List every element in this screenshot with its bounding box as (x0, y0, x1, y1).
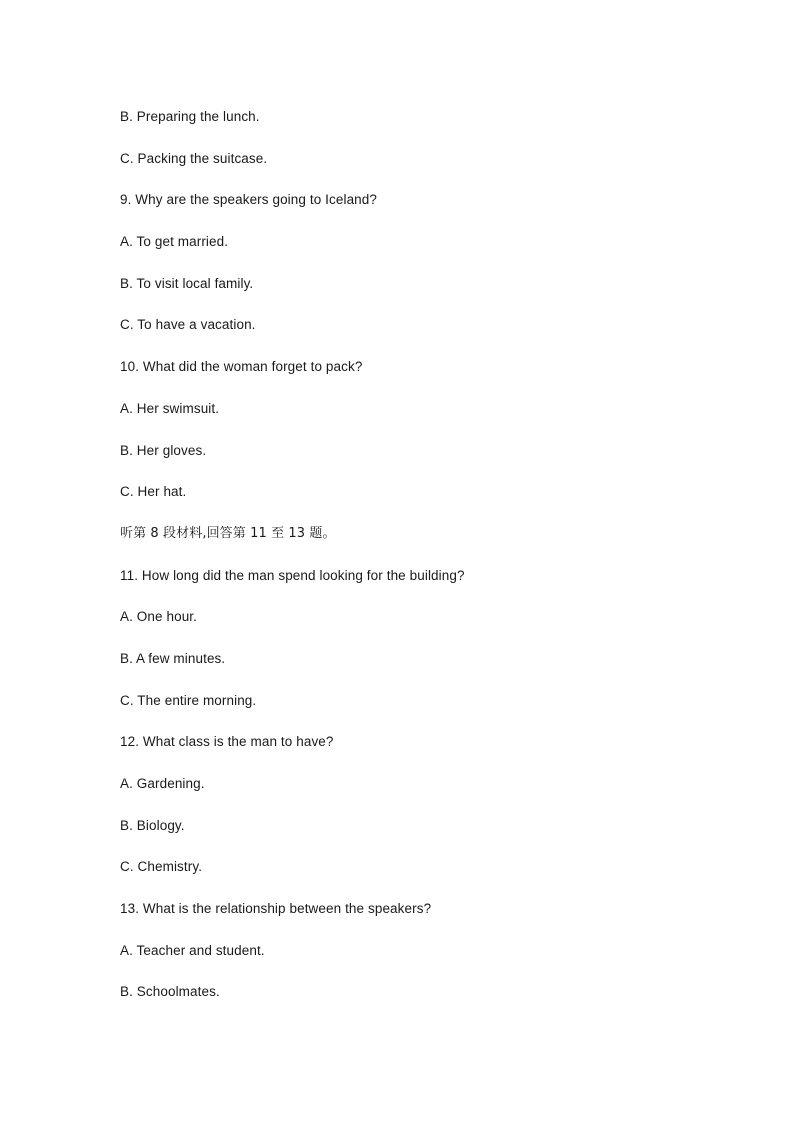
option-12b: B. Biology. (120, 817, 185, 833)
question-13: 13. What is the relationship between the speakers? (120, 901, 432, 917)
option-11b: B. A few minutes. (120, 650, 226, 666)
option-11c: C. The entire morning. (120, 692, 257, 708)
option-10b: B. Her gloves. (120, 442, 207, 458)
option-12c: C. Chemistry. (120, 859, 203, 875)
option-8c: C. Packing the suitcase. (120, 150, 268, 166)
question-9: 9. Why are the speakers going to Iceland? (120, 192, 378, 208)
option-12a: A. Gardening. (120, 776, 205, 791)
section-instruction: 听第 8 段材料,回答第 11 至 13 题。 (120, 525, 336, 541)
question-12: 12. What class is the man to have? (120, 734, 334, 750)
option-9a: A. To get married. (120, 234, 229, 250)
option-13a: A. Teacher and student. (120, 942, 265, 958)
option-8b: B. Preparing the lunch. (120, 109, 260, 124)
question-10: 10. What did the woman forget to pack? (120, 359, 363, 375)
question-list (120, 108, 760, 1025)
option-11a: A. One hour. (120, 609, 197, 625)
option-10a: A. Her swimsuit. (120, 400, 220, 416)
option-9c: C. To have a vacation. (120, 317, 256, 333)
option-10c: C. Her hat. (120, 484, 187, 500)
option-9b: B. To visit local family. (120, 275, 254, 291)
question-11: 11. How long did the man spend looking for the building? (120, 567, 465, 583)
option-13b: B. Schoolmates. (120, 984, 220, 1000)
